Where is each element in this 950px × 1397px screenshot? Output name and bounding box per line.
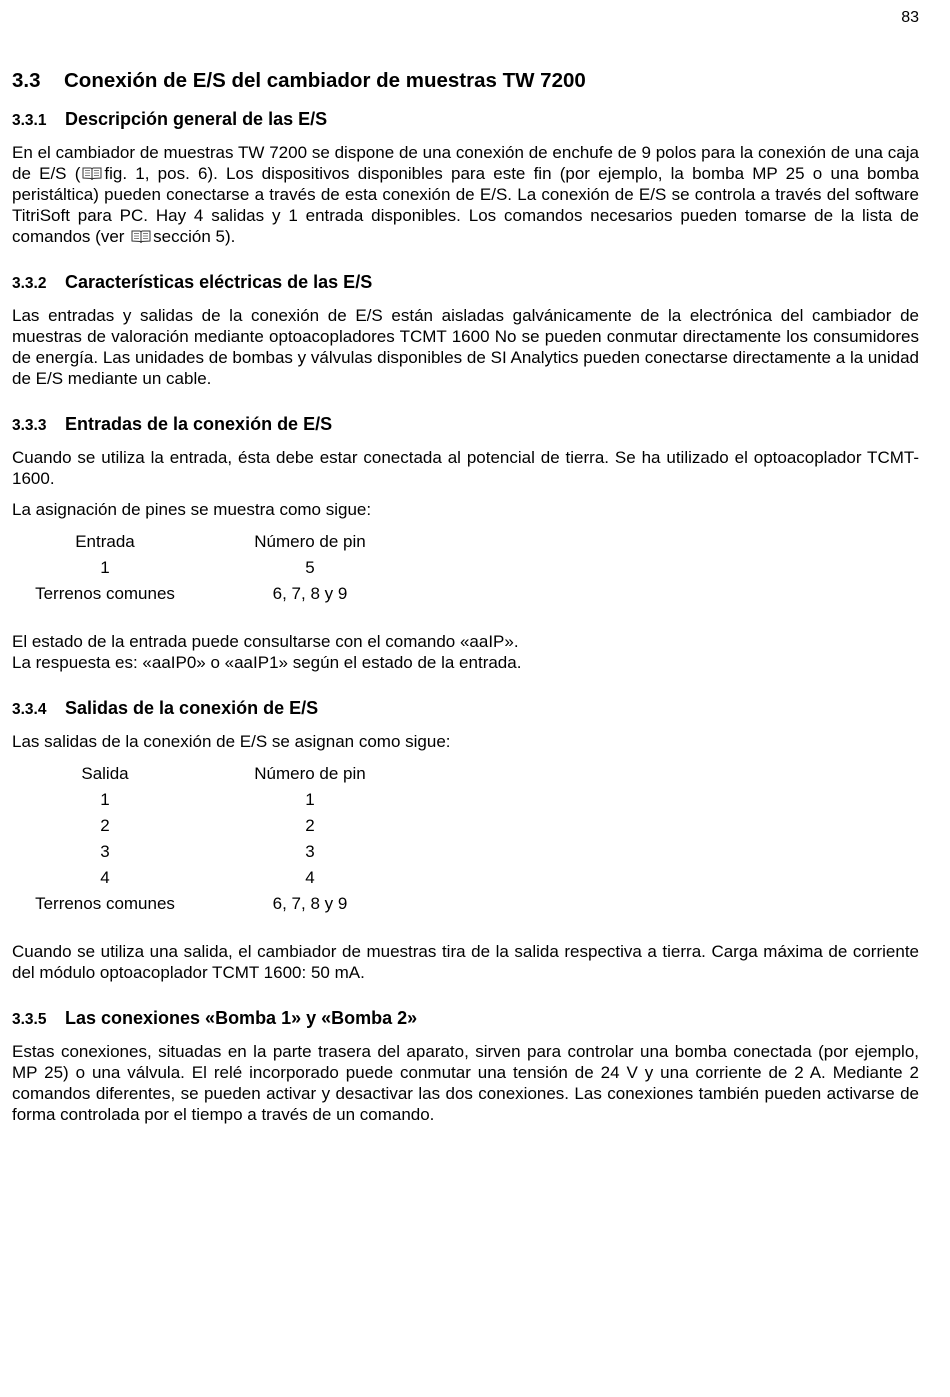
paragraph-electrical <box>12 305 919 389</box>
subsection-heading-3-3-2 <box>12 270 919 296</box>
table-header: Salida <box>81 763 129 783</box>
input-pin-table <box>12 528 422 606</box>
section-number: 3.3 <box>12 69 41 92</box>
page-number: 83 <box>901 9 919 26</box>
section-heading-3-3 <box>12 68 919 94</box>
table-row <box>12 890 422 916</box>
book-icon <box>82 164 102 178</box>
table-header: Entrada <box>75 531 135 551</box>
table-row <box>12 580 422 606</box>
table-cell: Terrenos comunes <box>35 583 175 603</box>
subsection-title: Características eléctricas de las E/S <box>65 272 373 292</box>
table-cell: 1 <box>100 789 110 809</box>
table-header-row <box>12 760 422 786</box>
paragraph-output-load: Cuando se utiliza una salida, el cambiador de muestras tira de la salida respectiva a tierra. Carga máxima de corriente del módulo optoacoplador TCMT 1600: 50 mA. <box>12 942 919 982</box>
subsection-heading-3-3-1 <box>12 107 919 133</box>
table-cell: 1 <box>305 789 315 809</box>
table-row <box>12 864 422 890</box>
subsection-title: Salidas de la conexión de E/S <box>65 698 319 718</box>
table-cell: 3 <box>100 841 110 861</box>
paragraph-pump-connections: Estas conexiones, situadas en la parte trasera del aparato, sirven para controlar una bomba conectada (por ejemplo, MP 25) o una válvula. El relé incorporado puede conmutar una tensión de 24 V y una corriente de 2 A. Mediante 2 comandos diferentes, se pueden activar y desactivar las dos conexiones. Las conexiones también pueden activarse de forma controlada por el tiempo a través de un comando. <box>12 1042 919 1124</box>
text-span: Las entradas y salidas de la conexión de E/S están aisladas galvánicamente de la electrónica del cambiador de muestras de valoración mediante optoacopladores TCMT 1600 No se pueden conmutar directamente los consumidores de energía. Las unidades de bombas y válvulas disponibles de SI Analytics <box>12 306 919 367</box>
table-cell: 6, 7, 8 y 9 <box>272 583 348 603</box>
table-cell: 2 <box>100 815 110 835</box>
paragraph-input-query: El estado de la entrada puede consultarse con el comando «aaIP». <box>12 632 519 651</box>
table-row <box>12 812 422 838</box>
table-row <box>12 838 422 864</box>
table-cell: 5 <box>305 557 315 577</box>
table-cell: 3 <box>305 841 315 861</box>
paragraph-pin-assignment: La asignación de pines se muestra como sigue: <box>12 500 372 519</box>
output-pin-table <box>12 760 422 916</box>
subsection-heading-3-3-4 <box>12 696 919 722</box>
subsection-title: Las conexiones «Bomba 1» y «Bomba 2» <box>65 1008 418 1028</box>
text-span: sección 5). <box>153 227 236 246</box>
paragraph-overview <box>12 142 919 247</box>
table-cell: 1 <box>100 557 110 577</box>
subsection-number: 3.3.2 <box>12 275 47 292</box>
table-row <box>12 786 422 812</box>
table-header: Número de pin <box>254 531 366 551</box>
subsection-heading-3-3-3 <box>12 412 919 438</box>
subsection-title: Descripción general de las E/S <box>65 109 328 129</box>
document-body <box>12 68 919 1125</box>
table-row <box>12 554 422 580</box>
subsection-number: 3.3.4 <box>12 701 47 718</box>
paragraph-output-assignment: Las salidas de la conexión de E/S se asignan como sigue: <box>12 732 451 751</box>
text-span: En el cambiador de muestras TW 7200 se dispone de una conexión de enchufe de 9 polos para la conexión de una caja de E/S ( <box>12 143 919 183</box>
subsection-title: Entradas de la conexión de E/S <box>65 414 333 434</box>
paragraph-input-response: La respuesta es: «aaIP0» o «aaIP1» según el estado de la entrada. <box>12 653 522 672</box>
text-span: fig. 1, pos. 6). Los dispositivos disponibles para este fin (por ejemplo, la bomba MP 25 o una bomba peristáltica) pueden conectarse a través de esta conexión de E/S. La conexión de E/S se controla a través del software TitriSoft para PC. Hay 4 salidas y 1 entrada disponibles. Los comandos necesarios pueden tomarse de la lista de comandos (ver <box>12 164 919 246</box>
table-cell: 4 <box>305 867 315 887</box>
table-cell: 2 <box>305 815 315 835</box>
table-cell: 6, 7, 8 y 9 <box>272 893 348 913</box>
section-title: Conexión de E/S del cambiador de muestras TW 7200 <box>64 69 586 92</box>
subsection-number: 3.3.1 <box>12 112 47 129</box>
subsection-number: 3.3.3 <box>12 417 47 434</box>
table-header-row <box>12 528 422 554</box>
table-header: Número de pin <box>254 763 366 783</box>
book-icon <box>131 227 151 241</box>
table-cell: 4 <box>100 867 110 887</box>
subsection-number: 3.3.5 <box>12 1011 47 1028</box>
subsection-heading-3-3-5 <box>12 1006 919 1032</box>
paragraph-input-ground: Cuando se utiliza la entrada, ésta debe estar conectada al potencial de tierra. Se ha utilizado el optoacoplador TCMT-1600. <box>12 448 919 488</box>
table-cell: Terrenos comunes <box>35 893 175 913</box>
text-span: pueden conectarse directamente a la unidad de E/S mediante un cable. <box>12 348 919 388</box>
